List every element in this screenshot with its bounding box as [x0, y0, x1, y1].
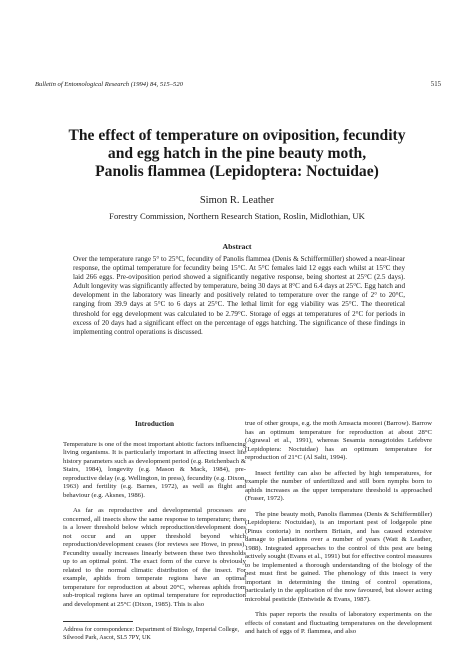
paragraph: This paper reports the results of laboratory experiments on the effects of constant and fluctuating temperatures on the development and hatch of eggs of P. flammea, and also — [245, 611, 432, 635]
introduction-heading: Introduction — [134, 420, 174, 428]
abstract-heading: Abstract — [222, 242, 252, 251]
paragraph: true of other groups, e.g. the moth Amsacta moorei (Barrow). Barrow has an optimum temperature for reproduction at about 28°C (Agrawal et al., 1991), whereas Sesamia nonagrioides Lefebvre (Lepidoptera: Noctuidae) has an optimum temperature for reproduction of 21°C (Al Salti, 1994). — [245, 420, 432, 461]
running-header — [35, 81, 441, 91]
abstract-text: Over the temperature range 5° to 25°C, fecundity of Panolis flammea (Denis & Schiffermüller) showed a near-linear response, the optimal temperature for fecundity being 15°C. At 5°C females laid 12 eggs each whilst at 15°C they laid 266 eggs. Pre-oviposition period showed a significantly negative response, being shortest at 25°C (2.5 days). Adult longevity was significantly affected by temperature, being 30 days at 8°C and 6.4 days at 25°C. Egg hatch and development in the laboratory was linearly and positively related to temperature over the range of 2° to 20°C, ranging from 39.9 days at 5°C to 6 days at 25°C. The lethal limit for egg viability was 25°C. The theoretical threshold for egg development was calculated to be 2.79°C. Storage of eggs at temperatures of 2°C for periods in excess of 20 days had a significant effect on the percentage of eggs hatching. The significance of these findings in implementing control operations is discussed. — [73, 255, 405, 336]
paragraph: Temperature is one of the most important abiotic factors influencing living organisms. It is particularly important in affecting insect life history parameters such as development period (e.g. Reichenbach & Stairs, 1984), longevity (e.g. Mason & Mack, 1984), pre-reproductive delay (e.g. Wellington, in press), fecundity (e.g. Dixon, 1963) and fertility (e.g. Barnes, 1972), as well as flight and behaviour (e.g. Aksnes, 1986). — [63, 440, 247, 499]
footnote-divider — [63, 621, 133, 622]
body-column-left — [63, 420, 246, 616]
page-number: 515 — [430, 81, 441, 88]
paragraph: As far as reproductive and developmental processes are concerned, all insects show the same response to temperature; there is a lower threshold below which reproduction/development does not occur and an upper threshold beyond which reproduction/development ceases (for reviews see Howe, in press). Fecundity usually increases linearly between these two thresholds up to an optimal point. The exact form of the curve is obviously related to the normal climatic distribution of the insect. For example, aphids from temperate regions have an optimal temperature for reproduction at about 20°C, whereas aphids from sub-tropical regions have an optimal temperature for reproduction and development at 25°C (Dixon, 1985). This is also — [63, 507, 246, 608]
paragraph: The pine beauty moth, Panolis flammea (Denis & Schiffermüller) (Lepidoptera: Noctuidae), is an important pest of lodgepole pine (Pinus contorta) in northern Britain, and has caused extensive damage to plantations over a number of years (Watt & Leather, 1988). Integrated approaches to the control of this pest are being actively sought (Evans et al., 1991) but for effective control measures to be implemented a thorough understanding of the biology of the pest must first be gained. The phenology of this insect is very important in determining the timing of control operations, particularly in the application of the now favoured, but slower acting microbial pesticide (Entwistle & Evans, 1987). — [245, 510, 432, 603]
title-line-2: and egg hatch in the pine beauty moth, — [107, 145, 367, 162]
paper-title — [40, 127, 434, 181]
correspondence-footnote: Address for correspondence: Department of Biology, Imperial College, Silwood Park, Ascot, SL5 7PY, UK — [63, 626, 240, 641]
title-line-3: Panolis flammea (Lepidoptera: Noctuidae) — [95, 163, 379, 180]
author-affiliation: Forestry Commission, Northern Research Station, Roslin, Midlothian, UK — [109, 211, 365, 221]
author-name: Simon R. Leather — [199, 195, 275, 206]
paragraph: Insect fertility can also be affected by high temperatures, for example the number of unfertilized and still born nymphs born to aphids increases as the upper temperature threshold is approached (Fraser, 1972). — [245, 469, 432, 502]
body-column-right — [245, 420, 432, 644]
journal-reference: Bulletin of Entomological Research (1994) 84, 515–520 — [35, 81, 183, 88]
title-line-1: The effect of temperature on oviposition, fecundity — [68, 127, 406, 144]
